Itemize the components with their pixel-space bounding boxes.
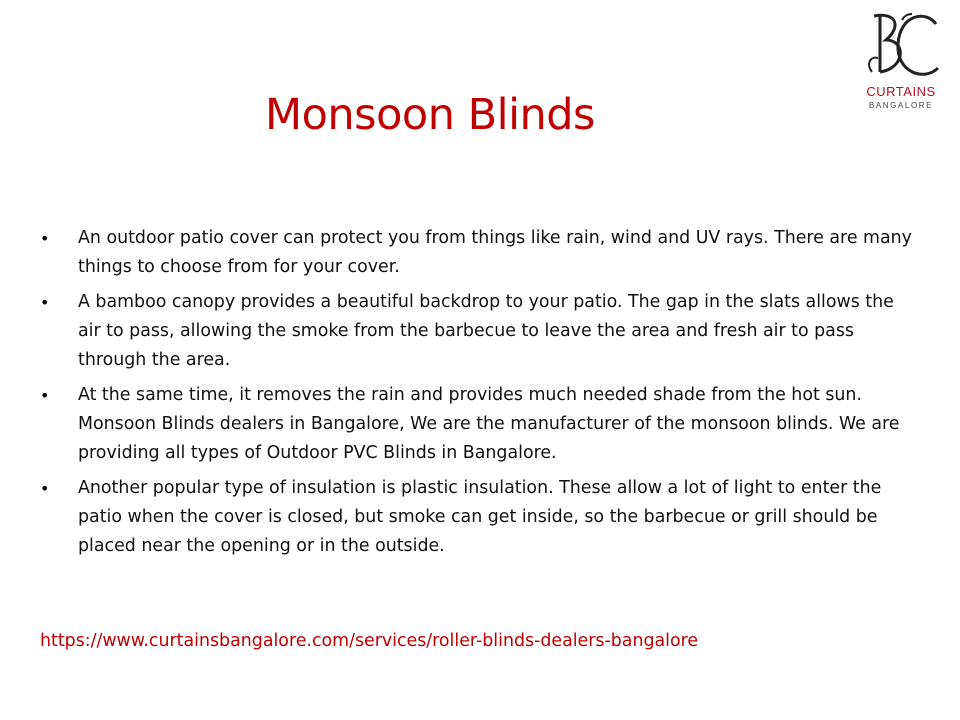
bullet-text: Another popular type of insulation is plastic insulation. These allow a lot of light to enter the patio when the cover is closed, but smoke can get inside, so the barbecue or grill should be placed near the opening or in the outside. — [78, 478, 882, 556]
bullet-item — [40, 224, 920, 282]
bullet-dot-icon: • — [40, 293, 50, 312]
brand-logo — [858, 10, 944, 114]
logo-subtext: BANGALORE — [868, 101, 934, 110]
bullet-text: At the same time, it removes the rain and provides much needed shade from the hot sun. Monsoon Blinds dealers in Bangalore, We are the manufacturer of the monsoon blinds. We are providing all types of Outdoor PVC Blinds in Bangalore. — [78, 385, 900, 463]
bullet-dot-icon: • — [40, 386, 50, 405]
bullet-text: An outdoor patio cover can protect you from things like rain, wind and UV rays. There are many things to choose from for your cover. — [78, 228, 912, 277]
logo-wordmark: CURTAINS — [866, 84, 936, 99]
website-link[interactable]: https://www.curtainsbangalore.com/services/roller-blinds-dealers-bangalore — [40, 631, 699, 651]
bullet-dot-icon: • — [40, 229, 50, 248]
bullet-dot-icon: • — [40, 479, 50, 498]
bullet-item — [40, 381, 920, 468]
bullet-list — [40, 224, 920, 567]
slide-title: Monsoon Blinds — [265, 90, 595, 140]
bullet-text: A bamboo canopy provides a beautiful backdrop to your patio. The gap in the slats allows the air to pass, allowing the smoke from the barbecue to leave the area and fresh air to pass through the area. — [78, 292, 894, 370]
bc-monogram-icon — [862, 10, 940, 82]
bullet-item — [40, 474, 920, 561]
bullet-item — [40, 288, 920, 375]
